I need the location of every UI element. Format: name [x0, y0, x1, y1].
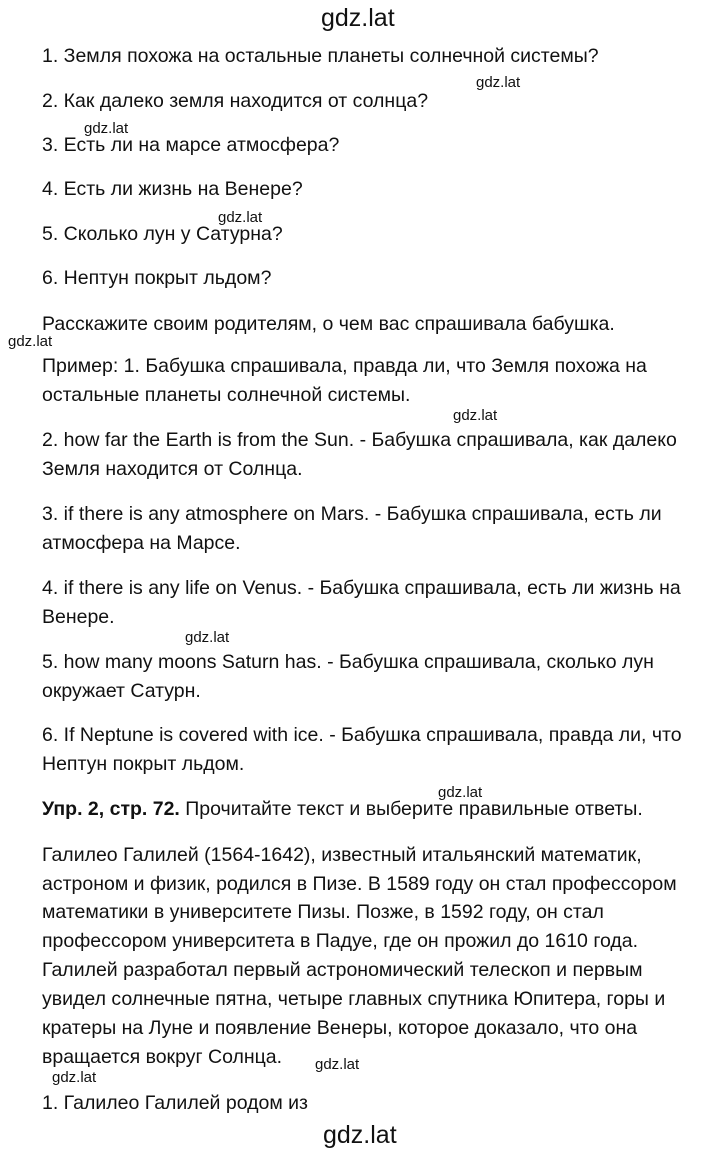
paragraph-line: вращается вокруг Солнца. [42, 1046, 283, 1068]
paragraph-line: профессором университета в Падуе, где он прожил до 1610 года. [42, 930, 639, 952]
question-item: 3. Есть ли на марсе атмосфера? [42, 134, 340, 156]
answer-line: Земля находится от Солнца. [42, 458, 303, 480]
question-item: 2. Как далеко земля находится от солнца? [42, 90, 429, 112]
answer-line: окружает Сатурн. [42, 680, 201, 702]
exercise-task: Прочитайте текст и выберите правильные ответы. [179, 798, 643, 820]
paragraph-line: Галилей разработал первый астрономический телескоп и первым [42, 959, 643, 981]
watermark-bottom: gdz.lat [323, 1121, 397, 1149]
answer-line: 3. if there is any atmosphere on Mars. - Бабушка спрашивала, есть ли [42, 503, 662, 525]
watermark: gdz.lat [185, 629, 230, 646]
answer-line: 4. if there is any life on Venus. - Бабушка спрашивала, есть ли жизнь на [42, 577, 681, 599]
watermark: gdz.lat [453, 407, 498, 424]
watermark: gdz.lat [218, 209, 263, 226]
watermark: gdz.lat [84, 120, 129, 137]
answer-line: Нептун покрыт льдом. [42, 753, 245, 775]
paragraph-line: кратеры на Луне и появление Венеры, которое доказало, что она [42, 1017, 638, 1039]
watermark: gdz.lat [52, 1069, 97, 1086]
instruction-text: Расскажите своим родителям, о чем вас спрашивала бабушка. [42, 313, 615, 335]
answer-line: Венере. [42, 606, 115, 628]
paragraph-line: астроном и физик, родился в Пизе. В 1589 году он стал профессором [42, 873, 677, 895]
watermark: gdz.lat [476, 74, 521, 91]
answer-line: 5. how many moons Saturn has. - Бабушка спрашивала, сколько лун [42, 651, 654, 673]
watermark: gdz.lat [315, 1056, 360, 1073]
question-item: 5. Сколько лун у Сатурна? [42, 223, 283, 245]
watermark: gdz.lat [438, 784, 483, 801]
question-item: 1. Земля похожа на остальные планеты солнечной системы? [42, 45, 599, 67]
question-item: 1. Галилео Галилей родом из [42, 1092, 309, 1114]
question-item: 6. Нептун покрыт льдом? [42, 267, 272, 289]
answer-line: 6. If Neptune is covered with ice. - Бабушка спрашивала, правда ли, что [42, 724, 682, 746]
paragraph-line: математики в университете Пизы. Позже, в 1592 году, он стал [42, 901, 604, 923]
answer-line: 2. how far the Earth is from the Sun. - Бабушка спрашивала, как далеко [42, 429, 677, 451]
answer-line: Пример: 1. Бабушка спрашивала, правда ли, что Земля похожа на [42, 355, 647, 377]
watermark-top: gdz.lat [321, 4, 395, 32]
paragraph-line: увидел солнечные пятна, четыре главных спутника Юпитера, горы и [42, 988, 666, 1010]
answer-line: остальные планеты солнечной системы. [42, 384, 411, 406]
exercise-label: Упр. 2, стр. 72. [42, 798, 180, 820]
question-item: 4. Есть ли жизнь на Венере? [42, 178, 303, 200]
exercise-heading [42, 797, 643, 821]
answer-line: атмосфера на Марсе. [42, 532, 241, 554]
watermark: gdz.lat [8, 333, 53, 350]
paragraph-line: Галилео Галилей (1564-1642), известный итальянский математик, [42, 844, 642, 866]
